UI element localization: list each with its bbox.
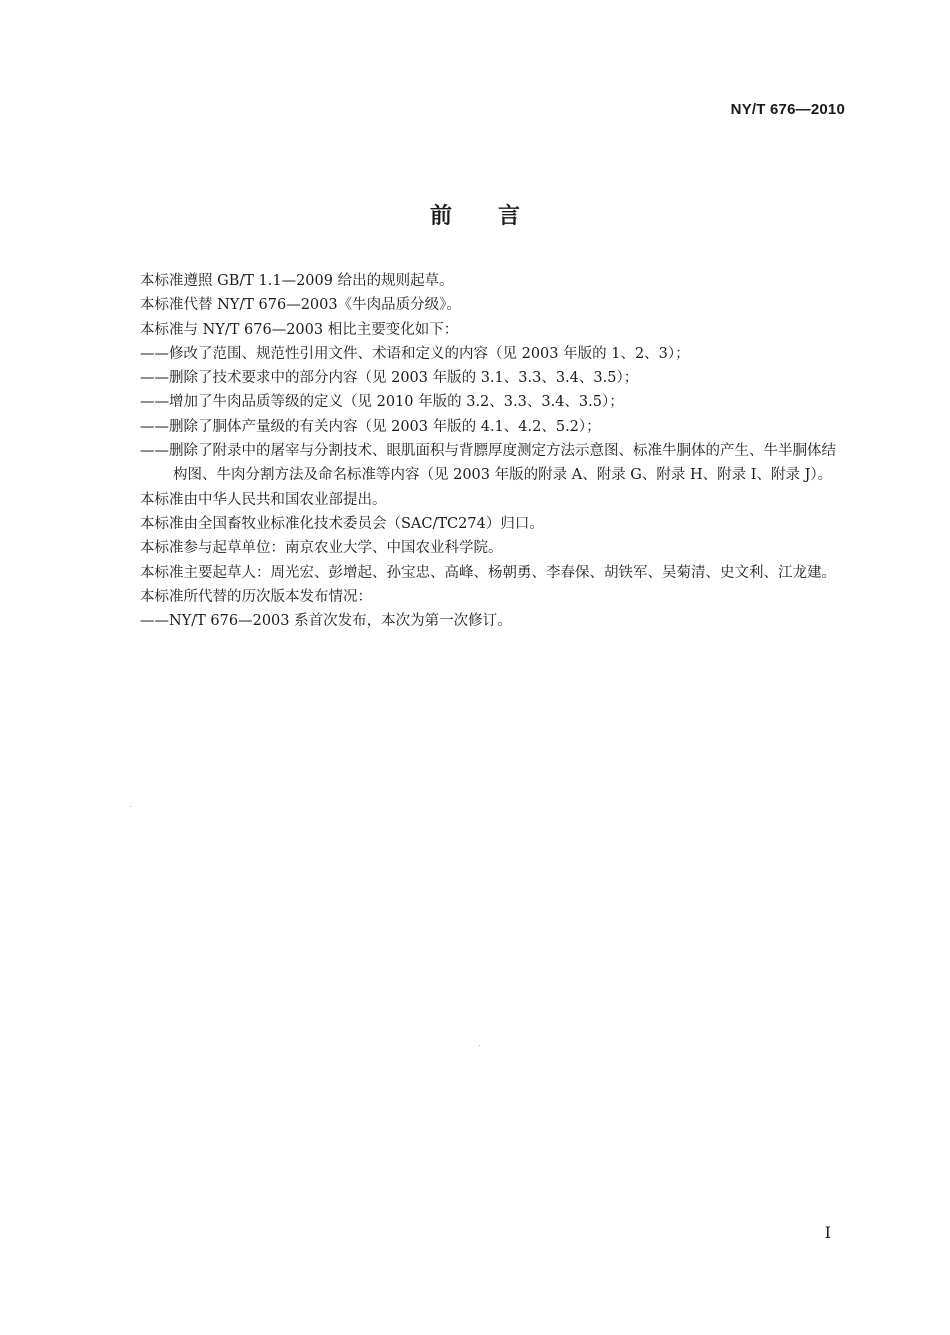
change-item-technical: ——删除了技术要求中的部分内容（见 2003 年版的 3.1、3.3、3.4、3.5）；: [140, 370, 639, 387]
standard-code: NY/T 676—2010: [730, 101, 845, 118]
page-number: I: [824, 1223, 831, 1242]
paragraph-centralized-by: 本标准由全国畜牧业标准化技术委员会（SAC/TC274）归口。: [140, 515, 544, 532]
paragraph-history-intro: 本标准所代替的历次版本发布情况：: [140, 588, 372, 605]
change-item-scope: ——修改了范围、规范性引用文件、术语和定义的内容（见 2003 年版的 1、2、3）；: [140, 345, 690, 362]
paragraph-drafting-units: 本标准参与起草单位：南京农业大学、中国农业科学院。: [140, 540, 503, 557]
change-item-appendix: ——删除了附录中的屠宰与分割技术、眼肌面积与背膘厚度测定方法示意图、标准牛胴体的产生、牛半胴体结构图、牛肉分割方法及命名标准等内容（见 2003 年版的附录 A、附录 G、附录 H、附录 I、附录 J）。: [140, 443, 836, 484]
change-item-yield-grade: ——删除了胴体产量级的有关内容（见 2003 年版的 4.1、4.2、5.2）；: [140, 418, 601, 435]
history-item: ——NY/T 676—2003 系首次发布，本次为第一次修订。: [140, 613, 512, 630]
foreword-body: [107, 269, 847, 633]
paragraph-changes-intro: 本标准与 NY/T 676—2003 相比主要变化如下：: [140, 321, 459, 338]
paragraph-drafting-rules: 本标准遵照 GB/T 1.1—2009 给出的规则起草。: [140, 273, 454, 289]
scan-speck: [479, 1045, 480, 1046]
paragraph-proposed-by: 本标准由中华人民共和国农业部提出。: [140, 491, 387, 508]
change-item-grade-definition: ——增加了牛肉品质等级的定义（见 2010 年版的 3.2、3.3、3.4、3.5）；: [140, 394, 624, 411]
scan-speck: [130, 806, 131, 807]
paragraph-drafters: 本标准主要起草人：周光宏、彭增起、孙宝忠、高峰、杨朝勇、李春保、胡铁军、吴菊清、史文利、江龙建。: [140, 564, 836, 581]
paragraph-replaces: 本标准代替 NY/T 676—2003《牛肉品质分级》。: [140, 297, 461, 314]
page-title: 前言: [429, 204, 566, 229]
